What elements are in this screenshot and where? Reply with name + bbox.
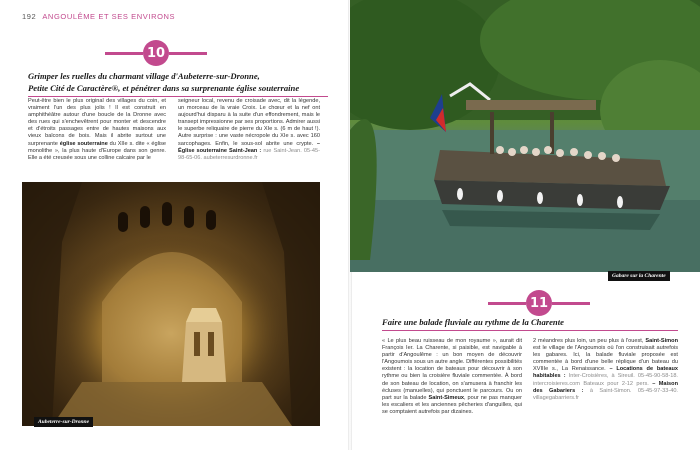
col2-text-b: est le village de l'Angoumois où l'on construisait autrefois les gabares. Ici, la balade fluviale proposée est commentée à bord d'une belle réplique d'un bateau du XVIIIe s., La Renaissance.	[533, 345, 678, 373]
church-caption: Aubeterre-sur-Dronne	[34, 417, 93, 427]
col2-loc-phone: 05-45-90-58-18.	[637, 373, 678, 380]
badge-line-right	[169, 52, 207, 55]
section11-column2	[533, 338, 678, 402]
col2-loc-web[interactable]: intercroisieres.com	[533, 380, 580, 387]
col2-web[interactable]: aubeterresurdronne.fr	[203, 154, 258, 161]
badge-circle: 11	[526, 290, 552, 316]
heading-line2: Petite Cité de Caractère®, et pénétrer dans sa surprenante église souterraine	[28, 83, 300, 93]
section10-column2	[178, 98, 320, 162]
page-number: 192	[22, 12, 37, 21]
heading-line1: Grimper les ruelles du charmant village d'Aubeterre-sur-Dronne,	[28, 71, 260, 81]
col1-text-b: Ou on part sur la balade	[382, 387, 522, 401]
heading-line: Faire une balade fluviale au rythme de la Charente	[382, 317, 564, 327]
section10-heading	[28, 70, 328, 97]
section-title: ANGOULÊME ET SES ENVIRONS	[42, 12, 176, 21]
boat-photo	[350, 0, 700, 272]
col2-text: seigneur local, revenu de croisade avec, dit la légende, un morceau de la vraie Croix. Le chœur et la nef ont aujourd'hui disparu à la suite d'un effondrement, mais le transept impressionne par ses proportions. Admirer aussi le superbe reliquaire de pierre du XIe s. (6 m de haut !). Autre surprise : une vaste nécropole du XIe s. avec 160 sarcophages. Enfin, le sous-sol abrite une crypte.	[178, 98, 320, 147]
col2-loc: – Locations de bateaux habitables :	[533, 366, 679, 380]
col2-phone: 05-45-98-65-06.	[178, 147, 320, 161]
col2-gab-phone: 05-45-97-33-40.	[637, 387, 678, 394]
col1-text: « Le plus beau ruisseau de mon royaume », aurait dit François Ier. La Charente, si paisible, est navigable à partir d'Angoulême : un bon moyen de découvrir l'Angoumois sous un autre angle. Différentes possibilités existent : la location de bateaux pour découvrir à son rythme ou bien la croisière fluviale commentée. À bord de son bateau de location, on s'amusera à franchir les écluses (manuelles), qui ponctuent le parcours.	[382, 338, 522, 394]
heading-underline	[28, 96, 328, 97]
col2-gab-web[interactable]: villagegabarriers.fr	[533, 394, 580, 401]
boat-illustration	[350, 0, 700, 272]
col2-loc-info: Inter-Croisières, à Sireuil.	[568, 373, 635, 380]
col1-text: Peut-être bien le plus original des villages du coin, et vraiment l'un des plus jolis ! Il est construit en amphithéâtre autour d'une boucle de la Dronne avec des rues qui s'enchevêtrent pour monter et descendre et d'étroits passages entre de hautes maisons aux vieux balcons de bois. Mais il abrite surtout une surprenante	[28, 98, 166, 147]
col2-venue: – Église souterraine Saint-Jean :	[178, 140, 320, 154]
number-badge-11	[488, 290, 590, 316]
col2-venue: Saint-Simon	[645, 338, 678, 344]
church-photo	[22, 182, 320, 426]
section11-column1	[382, 338, 522, 416]
col1-venue: Saint-Simeux	[428, 394, 464, 401]
badge-line-right	[552, 302, 590, 305]
heading-underline	[382, 330, 678, 331]
badge-circle: 10	[143, 40, 169, 66]
badge-line-left	[488, 302, 526, 305]
col2-gab-info: à Saint-Simon.	[589, 387, 632, 394]
col2-text: 2 méandres plus loin, un peu plus à l'ouest,	[533, 338, 644, 344]
section10-column1	[28, 98, 166, 162]
col2-loc-extra: Bateaux pour 2-12 pers.	[583, 380, 649, 387]
section11-heading	[382, 316, 678, 331]
running-header	[22, 12, 175, 21]
number-badge-10	[105, 40, 207, 66]
col2-venue-info: rue Saint-Jean.	[263, 147, 302, 154]
badge-line-left	[105, 52, 143, 55]
col1-text-c: , pour ne pas manquer les escaliers et les anciennes pêcheries d'anguilles, qui se comptaient autrefois par dizaines.	[382, 394, 522, 415]
col1-text-b: du XIIe s. dite « église monolithe », la plus haute d'Europe dans son genre. Elle a été creusée sous une colline calcaire par le	[28, 140, 166, 161]
boat-caption: Gabare sur la Charente	[608, 271, 670, 281]
church-illustration	[22, 182, 320, 426]
col1-bold: église souterraine	[59, 140, 108, 147]
col2-gab: – Maison des Gabariers :	[533, 380, 678, 394]
